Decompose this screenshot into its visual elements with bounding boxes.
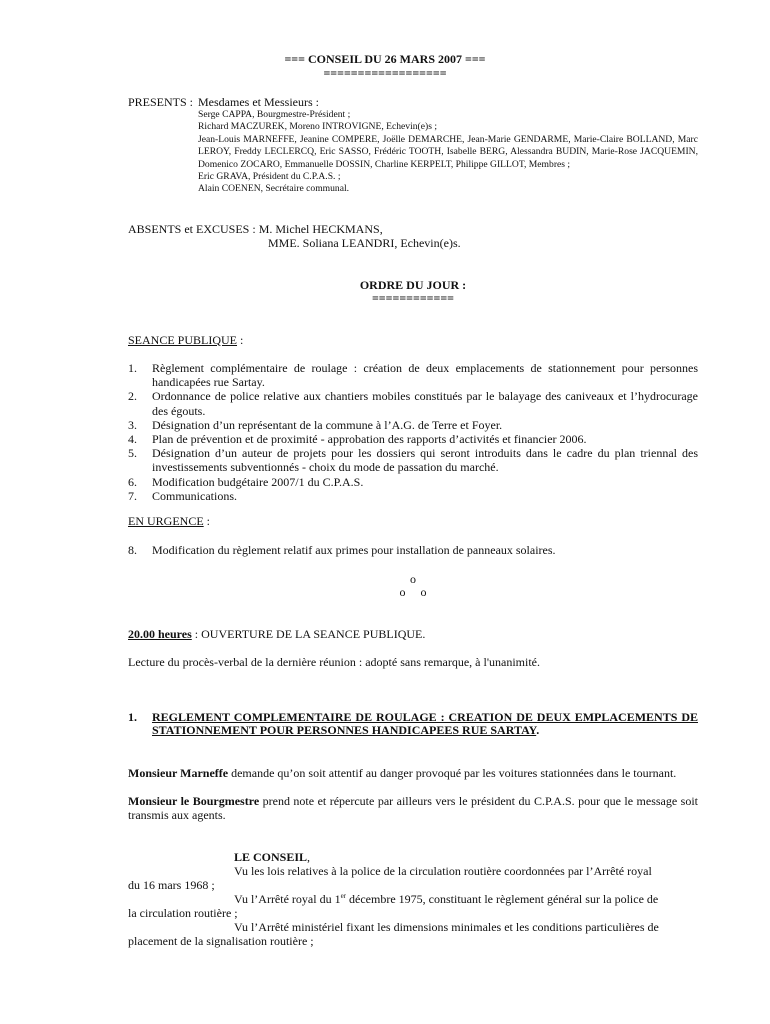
- agenda-item-text: Modification du règlement relatif aux primes pour installation de panneaux solaires.: [152, 543, 556, 557]
- agenda-item: [128, 418, 698, 432]
- speech-bourgmestre: prend note et répercute par ailleurs vers le président du C.P.A.S. pour que le message soit transmis aux agents.: [128, 794, 698, 822]
- opening-line: [128, 627, 425, 642]
- seance-publique-heading: [128, 333, 243, 348]
- en-urgence-suffix: :: [203, 514, 211, 528]
- agenda-item-text: Règlement complémentaire de roulage : création de deux emplacements de stationnement pour personnes handicapées rue Sartay.: [152, 361, 698, 390]
- agenda-item-text: Communications.: [152, 488, 237, 503]
- agenda-item-text: Désignation d’un auteur de projets pour les dossiers qui seront introduits dans le cadre du plan triennal des investissements subventionnés - choix du mode de passation du marché.: [152, 446, 698, 475]
- agenda-item-text: Ordonnance de police relative aux chantiers mobiles constitués par le balayage des caniveaux et l’hydrocurage des égouts.: [152, 389, 698, 418]
- vu-3-line-b: placement de la signalisation routière ;: [128, 934, 314, 948]
- en-urgence-label: EN URGENCE: [128, 514, 204, 528]
- section-1-title-wrap: [152, 711, 698, 738]
- presents-intro: Mesdames et Messieurs :: [198, 95, 319, 109]
- agenda-item-num: 5.: [128, 446, 137, 461]
- minutes-approval: Lecture du procès-verbal de la dernière réunion : adopté sans remarque, à l'unanimité.: [128, 655, 540, 669]
- vu-1-line-b: du 16 mars 1968 ;: [128, 878, 215, 892]
- le-conseil-suffix: ,: [307, 850, 311, 864]
- agenda-list: [128, 361, 698, 503]
- opening-time: 20.00 heures: [128, 627, 192, 641]
- agenda-title-rule: ============: [371, 291, 455, 305]
- le-conseil: LE CONSEIL: [234, 850, 308, 864]
- agenda-item-num: 3.: [128, 417, 137, 432]
- section-1-heading: [128, 711, 698, 738]
- discussion-2: [128, 794, 698, 822]
- urgent-list: [128, 543, 698, 558]
- absents-label-text: ABSENTS et EXCUSES :: [128, 222, 256, 236]
- agenda-item-num: 2.: [128, 389, 137, 404]
- agenda-item: [128, 489, 698, 503]
- agenda-item-num: 6.: [128, 474, 137, 489]
- agenda-title: ORDRE DU JOUR :: [359, 278, 467, 292]
- seance-publique-suffix: :: [237, 333, 244, 347]
- discussion-1: [128, 766, 698, 780]
- presents-line: Richard MACZUREK, Moreno INTROVIGNE, Echevin(e)s ;: [198, 121, 437, 133]
- vu-2-line-b: la circulation routière ;: [128, 906, 238, 920]
- page-title-rule: ==================: [323, 66, 447, 80]
- agenda-item-text: Désignation d’un représentant de la commune à l’A.G. de Terre et Foyer.: [152, 417, 503, 432]
- agenda-item-num: 7.: [128, 488, 137, 503]
- agenda-item: [128, 432, 698, 446]
- en-urgence-heading: [128, 514, 210, 529]
- ornament-bottom: o o: [399, 585, 427, 599]
- vu-2-text-2: décembre 1975, constituant le règlement général sur la police de: [346, 892, 659, 906]
- vu-2-line-a: [234, 892, 698, 907]
- vu-3-line-a: Vu l’Arrêté ministériel fixant les dimensions minimales et les conditions particulières de: [234, 920, 659, 934]
- section-1-heading-row: [128, 711, 698, 738]
- presents-line: Jean-Louis MARNEFFE, Jeanine COMPERE, Joëlle DEMARCHE, Jean-Marie GENDARME, Marie-Claire BOLLAND, Marc LEROY, Freddy LECLERCQ, Eric SASSO, Frédéric TOOTH, Isabelle BERG, Alessandra BUDIN, Marie-Rose JACQUEMIN, Domenico ZOCARO, Emmanuelle DOSSIN, Charline KERPELT, Philippe GILLOT, Membres ;: [198, 133, 698, 170]
- agenda-item-text: Plan de prévention et de proximité - approbation des rapports d’activités et financier 2006.: [152, 432, 587, 447]
- absents-line-2: MME. Soliana LEANDRI, Echevin(e)s.: [268, 236, 461, 250]
- agenda-item: [128, 389, 698, 417]
- ornament-top: o: [410, 572, 416, 586]
- seance-publique-label: SEANCE PUBLIQUE: [128, 333, 238, 347]
- vu-1-line-a: Vu les lois relatives à la police de la circulation routière coordonnées par l’Arrêté royal: [234, 864, 652, 878]
- speaker-marneffe: Monsieur Marneffe: [128, 766, 229, 780]
- presents-label: PRESENTS :: [128, 95, 194, 109]
- agenda-item: [128, 361, 698, 389]
- section-1-num: 1.: [128, 710, 137, 724]
- vu-2-text-1: Vu l’Arrêté royal du 1: [234, 892, 341, 906]
- presents-line: Serge CAPPA, Bourgmestre-Président ;: [198, 109, 351, 120]
- agenda-item: [128, 446, 698, 474]
- section-1-title-end: .: [536, 723, 540, 738]
- page-title: === CONSEIL DU 26 MARS 2007 ===: [284, 52, 486, 66]
- section-1-title: REGLEMENT COMPLEMENTAIRE DE ROULAGE : CREATION DE DEUX EMPLACEMENTS DE STATIONNEMENT POUR PERSONNES HANDICAPEES RUE SARTAY: [152, 710, 698, 738]
- speaker-bourgmestre: Monsieur le Bourgmestre: [128, 794, 260, 808]
- agenda-item-text: Modification budgétaire 2007/1 du C.P.A.S.: [152, 474, 364, 489]
- agenda-item: [128, 475, 698, 489]
- vu-2-sup: er: [340, 892, 347, 900]
- presents-line: Eric GRAVA, Président du C.P.A.S. ;: [198, 171, 341, 183]
- presents-list: [198, 109, 698, 196]
- opening-text: : OUVERTURE DE LA SEANCE PUBLIQUE.: [191, 627, 426, 641]
- agenda-item-num: 4.: [128, 432, 137, 447]
- speech-marneffe: demande qu’on soit attentif au danger provoqué par les voitures stationnées dans le tournant.: [228, 766, 677, 780]
- presents-line: Alain COENEN, Secrétaire communal.: [198, 183, 350, 195]
- absents-label: [128, 222, 383, 237]
- agenda-item-num: 1.: [128, 361, 137, 375]
- agenda-item-num: 8.: [128, 543, 137, 557]
- le-conseil-heading: [234, 850, 310, 865]
- absents-line-1: M. Michel HECKMANS,: [258, 222, 383, 236]
- agenda-item: [128, 543, 698, 558]
